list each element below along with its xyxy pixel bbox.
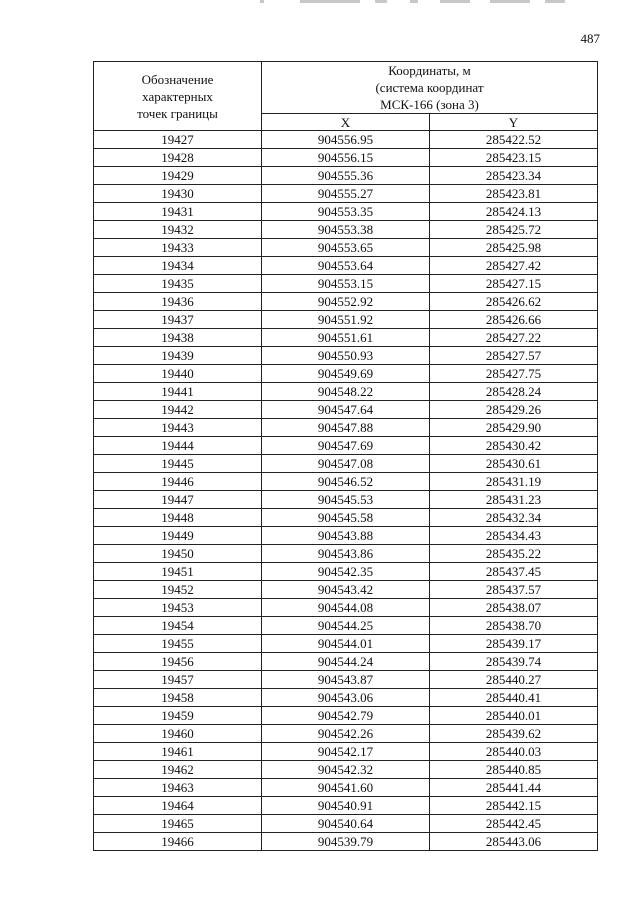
y-coordinate-cell: 285439.62 bbox=[430, 725, 598, 743]
table-row bbox=[94, 581, 598, 599]
table-row bbox=[94, 149, 598, 167]
x-coordinate-cell: 904556.15 bbox=[262, 149, 430, 167]
table-row bbox=[94, 293, 598, 311]
coordinates-table bbox=[93, 61, 598, 851]
y-coordinate-cell: 285423.34 bbox=[430, 167, 598, 185]
table-row bbox=[94, 383, 598, 401]
scan-artifact-marks bbox=[240, 0, 570, 4]
point-id-cell: 19441 bbox=[94, 383, 262, 401]
x-coordinate-cell: 904543.88 bbox=[262, 527, 430, 545]
y-coordinate-cell: 285439.17 bbox=[430, 635, 598, 653]
point-designation-header bbox=[94, 62, 262, 131]
x-coordinate-cell: 904543.42 bbox=[262, 581, 430, 599]
table-row bbox=[94, 545, 598, 563]
point-id-cell: 19451 bbox=[94, 563, 262, 581]
x-coordinate-cell: 904551.61 bbox=[262, 329, 430, 347]
coord-header-line3: МСК-166 (зона 3) bbox=[380, 97, 479, 112]
table-row bbox=[94, 779, 598, 797]
x-coordinate-cell: 904556.95 bbox=[262, 131, 430, 149]
table-row bbox=[94, 599, 598, 617]
point-id-cell: 19457 bbox=[94, 671, 262, 689]
table-row bbox=[94, 221, 598, 239]
x-coordinate-cell: 904542.26 bbox=[262, 725, 430, 743]
table-row bbox=[94, 707, 598, 725]
y-coordinate-cell: 285430.42 bbox=[430, 437, 598, 455]
y-coordinate-cell: 285440.27 bbox=[430, 671, 598, 689]
table-row bbox=[94, 725, 598, 743]
table-row bbox=[94, 203, 598, 221]
y-coordinate-cell: 285439.74 bbox=[430, 653, 598, 671]
x-coordinate-cell: 904543.87 bbox=[262, 671, 430, 689]
table-header bbox=[94, 62, 598, 131]
table-row bbox=[94, 509, 598, 527]
point-id-cell: 19453 bbox=[94, 599, 262, 617]
y-coordinate-cell: 285438.07 bbox=[430, 599, 598, 617]
point-header-line2: характерных bbox=[142, 88, 213, 104]
y-coordinate-cell: 285428.24 bbox=[430, 383, 598, 401]
table-row bbox=[94, 275, 598, 293]
y-coordinate-cell: 285440.01 bbox=[430, 707, 598, 725]
y-coordinate-cell: 285442.45 bbox=[430, 815, 598, 833]
y-coordinate-cell: 285427.75 bbox=[430, 365, 598, 383]
point-id-cell: 19433 bbox=[94, 239, 262, 257]
x-coordinate-cell: 904543.86 bbox=[262, 545, 430, 563]
table-row bbox=[94, 635, 598, 653]
table-row bbox=[94, 365, 598, 383]
x-coordinate-cell: 904547.64 bbox=[262, 401, 430, 419]
point-id-cell: 19449 bbox=[94, 527, 262, 545]
table-row bbox=[94, 671, 598, 689]
x-coordinate-cell: 904544.01 bbox=[262, 635, 430, 653]
point-id-cell: 19439 bbox=[94, 347, 262, 365]
y-coordinate-cell: 285431.23 bbox=[430, 491, 598, 509]
y-coordinate-cell: 285437.45 bbox=[430, 563, 598, 581]
y-coordinate-cell: 285425.72 bbox=[430, 221, 598, 239]
x-coordinate-cell: 904553.35 bbox=[262, 203, 430, 221]
table-row bbox=[94, 455, 598, 473]
x-coordinate-cell: 904541.60 bbox=[262, 779, 430, 797]
point-id-cell: 19464 bbox=[94, 797, 262, 815]
x-coordinate-cell: 904542.32 bbox=[262, 761, 430, 779]
x-coordinate-cell: 904542.17 bbox=[262, 743, 430, 761]
x-coordinate-cell: 904545.53 bbox=[262, 491, 430, 509]
point-id-cell: 19456 bbox=[94, 653, 262, 671]
y-coordinate-cell: 285429.90 bbox=[430, 419, 598, 437]
y-coordinate-cell: 285423.15 bbox=[430, 149, 598, 167]
y-coordinate-cell: 285440.03 bbox=[430, 743, 598, 761]
point-id-cell: 19448 bbox=[94, 509, 262, 527]
table-row bbox=[94, 689, 598, 707]
x-coordinate-cell: 904553.65 bbox=[262, 239, 430, 257]
y-coordinate-cell: 285440.41 bbox=[430, 689, 598, 707]
point-id-cell: 19438 bbox=[94, 329, 262, 347]
x-coordinate-cell: 904553.38 bbox=[262, 221, 430, 239]
point-id-cell: 19455 bbox=[94, 635, 262, 653]
point-id-cell: 19458 bbox=[94, 689, 262, 707]
point-id-cell: 19466 bbox=[94, 833, 262, 851]
y-coordinate-cell: 285423.81 bbox=[430, 185, 598, 203]
x-coordinate-cell: 904542.79 bbox=[262, 707, 430, 725]
y-coordinate-cell: 285424.13 bbox=[430, 203, 598, 221]
point-id-cell: 19447 bbox=[94, 491, 262, 509]
x-coordinate-cell: 904547.69 bbox=[262, 437, 430, 455]
y-coordinate-cell: 285432.34 bbox=[430, 509, 598, 527]
point-id-cell: 19463 bbox=[94, 779, 262, 797]
y-coordinate-cell: 285422.52 bbox=[430, 131, 598, 149]
table-row bbox=[94, 167, 598, 185]
table-row bbox=[94, 419, 598, 437]
table-row bbox=[94, 797, 598, 815]
point-id-cell: 19436 bbox=[94, 293, 262, 311]
table-row bbox=[94, 437, 598, 455]
y-coordinate-cell: 285441.44 bbox=[430, 779, 598, 797]
y-coordinate-cell: 285429.26 bbox=[430, 401, 598, 419]
table-row bbox=[94, 761, 598, 779]
table-row bbox=[94, 131, 598, 149]
x-coordinate-cell: 904550.93 bbox=[262, 347, 430, 365]
table-row bbox=[94, 347, 598, 365]
page-number: 487 bbox=[580, 31, 600, 46]
table-row bbox=[94, 257, 598, 275]
point-id-cell: 19434 bbox=[94, 257, 262, 275]
x-coordinate-cell: 904544.08 bbox=[262, 599, 430, 617]
table-row bbox=[94, 491, 598, 509]
point-id-cell: 19443 bbox=[94, 419, 262, 437]
y-coordinate-cell: 285442.15 bbox=[430, 797, 598, 815]
point-id-cell: 19437 bbox=[94, 311, 262, 329]
table-row bbox=[94, 563, 598, 581]
table-row bbox=[94, 329, 598, 347]
coordinates-header bbox=[262, 62, 598, 114]
x-coordinate-cell: 904543.06 bbox=[262, 689, 430, 707]
x-coordinate-cell: 904547.08 bbox=[262, 455, 430, 473]
x-coordinate-cell: 904555.36 bbox=[262, 167, 430, 185]
table-row bbox=[94, 311, 598, 329]
y-coordinate-cell: 285431.19 bbox=[430, 473, 598, 491]
table-row bbox=[94, 185, 598, 203]
y-coordinate-cell: 285434.43 bbox=[430, 527, 598, 545]
x-coordinate-cell: 904544.25 bbox=[262, 617, 430, 635]
x-coordinate-cell: 904547.88 bbox=[262, 419, 430, 437]
table-row bbox=[94, 473, 598, 491]
point-id-cell: 19429 bbox=[94, 167, 262, 185]
x-coordinate-cell: 904549.69 bbox=[262, 365, 430, 383]
coord-header-line1: Координаты, м bbox=[388, 63, 471, 78]
y-coordinate-cell: 285427.57 bbox=[430, 347, 598, 365]
point-id-cell: 19452 bbox=[94, 581, 262, 599]
coord-header-line2: (система координат bbox=[375, 80, 484, 95]
point-id-cell: 19431 bbox=[94, 203, 262, 221]
x-coordinate-cell: 904552.92 bbox=[262, 293, 430, 311]
x-coordinate-cell: 904545.58 bbox=[262, 509, 430, 527]
y-coordinate-cell: 285426.66 bbox=[430, 311, 598, 329]
table-row bbox=[94, 653, 598, 671]
x-coordinate-cell: 904555.27 bbox=[262, 185, 430, 203]
x-coordinate-cell: 904540.91 bbox=[262, 797, 430, 815]
x-coordinate-cell: 904551.92 bbox=[262, 311, 430, 329]
point-id-cell: 19442 bbox=[94, 401, 262, 419]
point-id-cell: 19427 bbox=[94, 131, 262, 149]
y-coordinate-cell: 285427.22 bbox=[430, 329, 598, 347]
point-id-cell: 19450 bbox=[94, 545, 262, 563]
point-id-cell: 19461 bbox=[94, 743, 262, 761]
table-row bbox=[94, 239, 598, 257]
point-id-cell: 19430 bbox=[94, 185, 262, 203]
y-coordinate-cell: 285426.62 bbox=[430, 293, 598, 311]
x-coordinate-cell: 904544.24 bbox=[262, 653, 430, 671]
x-coordinate-cell: 904553.15 bbox=[262, 275, 430, 293]
point-id-cell: 19432 bbox=[94, 221, 262, 239]
x-column-header: X bbox=[262, 114, 430, 131]
table-row bbox=[94, 401, 598, 419]
y-coordinate-cell: 285438.70 bbox=[430, 617, 598, 635]
y-coordinate-cell: 285427.42 bbox=[430, 257, 598, 275]
point-id-cell: 19446 bbox=[94, 473, 262, 491]
y-coordinate-cell: 285430.61 bbox=[430, 455, 598, 473]
point-id-cell: 19440 bbox=[94, 365, 262, 383]
table-row bbox=[94, 617, 598, 635]
y-coordinate-cell: 285437.57 bbox=[430, 581, 598, 599]
x-coordinate-cell: 904539.79 bbox=[262, 833, 430, 851]
point-id-cell: 19435 bbox=[94, 275, 262, 293]
table-row bbox=[94, 527, 598, 545]
point-id-cell: 19428 bbox=[94, 149, 262, 167]
point-header-line3: точек границы bbox=[137, 105, 218, 121]
y-coordinate-cell: 285443.06 bbox=[430, 833, 598, 851]
point-id-cell: 19444 bbox=[94, 437, 262, 455]
y-coordinate-cell: 285427.15 bbox=[430, 275, 598, 293]
x-coordinate-cell: 904553.64 bbox=[262, 257, 430, 275]
x-coordinate-cell: 904546.52 bbox=[262, 473, 430, 491]
point-id-cell: 19454 bbox=[94, 617, 262, 635]
y-coordinate-cell: 285440.85 bbox=[430, 761, 598, 779]
y-coordinate-cell: 285435.22 bbox=[430, 545, 598, 563]
point-id-cell: 19465 bbox=[94, 815, 262, 833]
table-row bbox=[94, 833, 598, 851]
table-body bbox=[94, 131, 598, 851]
x-coordinate-cell: 904542.35 bbox=[262, 563, 430, 581]
table-row bbox=[94, 815, 598, 833]
x-coordinate-cell: 904540.64 bbox=[262, 815, 430, 833]
point-id-cell: 19459 bbox=[94, 707, 262, 725]
y-column-header: Y bbox=[430, 114, 598, 131]
x-coordinate-cell: 904548.22 bbox=[262, 383, 430, 401]
point-id-cell: 19445 bbox=[94, 455, 262, 473]
point-id-cell: 19460 bbox=[94, 725, 262, 743]
point-header-line1: Обозначение bbox=[141, 71, 214, 87]
y-coordinate-cell: 285425.98 bbox=[430, 239, 598, 257]
table-row bbox=[94, 743, 598, 761]
point-id-cell: 19462 bbox=[94, 761, 262, 779]
